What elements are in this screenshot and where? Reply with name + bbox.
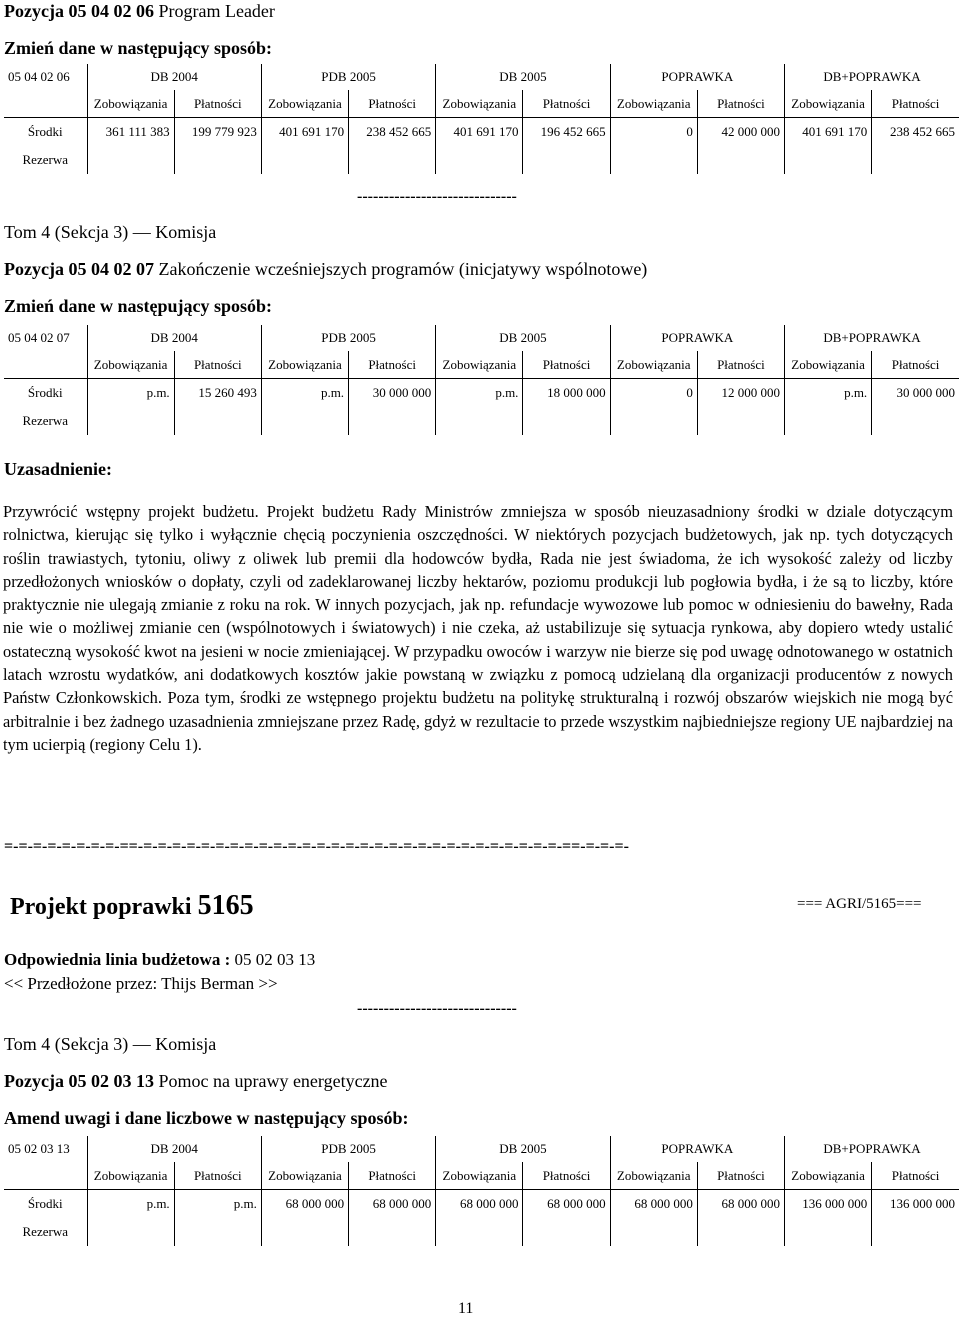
item2-title [4, 259, 647, 280]
table-cell: 68 000 000 [610, 1190, 697, 1219]
row-label-srodki: Środki [27, 124, 63, 139]
item3-change-heading: Amend uwagi i dane liczbowe w następujący sposób: [4, 1108, 409, 1128]
sub-header-commitments: Zobowiązania [261, 90, 348, 118]
table-cell: 30 000 000 [349, 379, 436, 408]
sub-header-commitments: Zobowiązania [785, 90, 872, 118]
table-cell: 361 111 383 [87, 118, 174, 147]
table-cell: 68 000 000 [436, 1190, 523, 1219]
table-cell: 238 452 665 [349, 118, 436, 147]
sub-header-payments: Płatności [174, 90, 261, 118]
row-label-rezerwa: Rezerwa [22, 413, 68, 428]
table-cell: 136 000 000 [872, 1190, 959, 1219]
col-header-db2004: DB 2004 [87, 64, 261, 90]
row-label-srodki: Środki [27, 385, 63, 400]
sub-header-payments: Płatności [872, 351, 959, 379]
sub-header-commitments: Zobowiązania [436, 90, 523, 118]
sub-header-commitments: Zobowiązania [87, 1162, 174, 1190]
table-cell: 18 000 000 [523, 379, 610, 408]
divider: ------------------------------ [357, 1000, 517, 1017]
table-code: 05 04 02 07 [8, 330, 70, 345]
table-cell: 238 452 665 [872, 118, 959, 147]
budget-line-label: Odpowiednia linia budżetowa : [4, 950, 231, 969]
sub-header-commitments: Zobowiązania [610, 351, 697, 379]
table-cell: 401 691 170 [436, 118, 523, 147]
justification-heading: Uzasadnienie: [4, 459, 112, 479]
table-cell: p.m. [785, 379, 872, 408]
amendment-number: 5165 [197, 890, 254, 921]
amendment-title [10, 890, 254, 922]
table-cell: 401 691 170 [261, 118, 348, 147]
sub-header-payments: Płatności [523, 351, 610, 379]
sub-header-commitments: Zobowiązania [610, 1162, 697, 1190]
sub-header-payments: Płatności [523, 1162, 610, 1190]
sub-header-commitments: Zobowiązania [87, 351, 174, 379]
item3-title-number: Pozycja 05 02 03 13 [4, 1071, 154, 1091]
item2-budget-table [4, 325, 959, 435]
sub-header-commitments: Zobowiązania [436, 351, 523, 379]
item1-title [4, 1, 275, 22]
justification-text: Przywrócić wstępny projekt budżetu. Projekt budżetu Rady Ministrów zmniejsza w sposób nieuzasadniony środki w dziale dotyczącym rolnictwa, kierując się tylko i wyłącznie chęcią poczynienia oszczędności. W niektórych pozycjach budżetowych, jak np. tych dotyczących roślin trawiastych, tytoniu, oliwy z oliwek lub premii dla hodowców bydła, Rada nie jest świadoma, że ich wysokość zależy od liczby przedłożonych wniosków o dopłaty, czyli od zadeklarowanej liczby hektarów, poziomu produkcji lub pogłowia bydła, i że są to liczby, które praktycznie nie ulegają zmianie z roku na rok. W innych pozycjach, jak np. refundacje wywozowe lub pomoc w odniesieniu do bawełny, Rada nie wie o możliwej zmianie cen (wspólnotowych i światowych) i nie czeka, aż ustabilizuje się sytuacja rynkowa, aby dopiero wtedy ustalić ostateczną wysokość kwot na jesieni w nocie zmieniającej. W przypadku owoców i warzyw nie bierze się pod uwagę odnotowanego w ostatnich latach wzrostu wydatków, ani dodatkowych kosztów jakie powstaną w związku z pomocą udzielaną dla organizacji producentów z nowych Państw Członkowskich. Poza tym, środki ze wstępnego projektu budżetu na politykę strukturalną i rozwój obszarów wiejskich nie mogą być arbitralnie i bez żadnego uzasadnienia zmniejszane przez Radę, gdyż w rezultacie to przede wszystkim najbiedniejsze regiony UE najbardziej na tym ucierpią (regiony Celu 1). [3, 502, 953, 754]
page-number: 11 [458, 1300, 474, 1317]
table-cell: 68 000 000 [523, 1190, 610, 1219]
sub-header-commitments: Zobowiązania [87, 90, 174, 118]
row-label-rezerwa: Rezerwa [22, 152, 68, 167]
table-cell: 30 000 000 [872, 379, 959, 408]
sub-header-commitments: Zobowiązania [785, 351, 872, 379]
sub-header-payments: Płatności [697, 1162, 784, 1190]
item1-title-number: Pozycja 05 04 02 06 [4, 1, 154, 21]
tom-section: Tom 4 (Sekcja 3) — Komisja [4, 1034, 217, 1054]
sub-header-payments: Płatności [349, 351, 436, 379]
col-header-pdb2005: PDB 2005 [261, 64, 435, 90]
budget-line [4, 950, 315, 970]
table-cell: p.m. [174, 1190, 261, 1219]
item2-change-heading: Zmień dane w następujący sposób: [4, 296, 273, 316]
sub-header-payments: Płatności [523, 90, 610, 118]
sub-header-payments: Płatności [174, 1162, 261, 1190]
sub-header-payments: Płatności [697, 90, 784, 118]
table-cell: 401 691 170 [785, 118, 872, 147]
sub-header-commitments: Zobowiązania [785, 1162, 872, 1190]
table-cell: 68 000 000 [697, 1190, 784, 1219]
sub-header-payments: Płatności [174, 351, 261, 379]
budget-line-value: 05 02 03 13 [234, 950, 316, 969]
sub-header-commitments: Zobowiązania [261, 1162, 348, 1190]
table-cell: p.m. [261, 379, 348, 408]
item1-title-text: Program Leader [158, 1, 275, 21]
col-header-db2004: DB 2004 [87, 1136, 261, 1162]
col-header-poprawka: POPRAWKA [610, 64, 784, 90]
tom-section: Tom 4 (Sekcja 3) — Komisja [4, 222, 217, 242]
col-header-db-poprawka: DB+POPRAWKA [785, 325, 960, 351]
table-cell: 0 [610, 379, 697, 408]
col-header-db-poprawka: DB+POPRAWKA [785, 64, 960, 90]
table-cell: 199 779 923 [174, 118, 261, 147]
table-cell: 42 000 000 [697, 118, 784, 147]
table-cell: 0 [610, 118, 697, 147]
item1-change-heading: Zmień dane w następujący sposób: [4, 38, 273, 58]
col-header-db-poprawka: DB+POPRAWKA [785, 1136, 960, 1162]
col-header-poprawka: POPRAWKA [610, 325, 784, 351]
table-cell: 68 000 000 [261, 1190, 348, 1219]
sub-header-commitments: Zobowiązania [261, 351, 348, 379]
table-cell: 136 000 000 [785, 1190, 872, 1219]
item2-title-text: Zakończenie wcześniejszych programów (inicjatywy wspólnotowe) [158, 259, 648, 279]
table-cell: p.m. [87, 1190, 174, 1219]
table-cell: 12 000 000 [697, 379, 784, 408]
sub-header-payments: Płatności [872, 1162, 959, 1190]
sub-header-payments: Płatności [872, 90, 959, 118]
col-header-db2004: DB 2004 [87, 325, 261, 351]
sub-header-payments: Płatności [697, 351, 784, 379]
col-header-pdb2005: PDB 2005 [261, 1136, 435, 1162]
col-header-pdb2005: PDB 2005 [261, 325, 435, 351]
table-cell: 15 260 493 [174, 379, 261, 408]
col-header-poprawka: POPRAWKA [610, 1136, 784, 1162]
item3-title [4, 1071, 388, 1092]
col-header-db2005: DB 2005 [436, 64, 610, 90]
item1-budget-table [4, 64, 959, 174]
table-code: 05 02 03 13 [8, 1141, 70, 1156]
submitted-by: << Przedłożone przez: Thijs Berman >> [4, 974, 278, 993]
row-label-srodki: Środki [27, 1196, 63, 1211]
col-header-db2005: DB 2005 [436, 325, 610, 351]
col-header-db2005: DB 2005 [436, 1136, 610, 1162]
table-cell: 196 452 665 [523, 118, 610, 147]
item3-title-text: Pomoc na uprawy energetyczne [158, 1071, 388, 1091]
separator-line: =-=-=-=-=-=-=-=-==-=-=-=-=-=-=-=-=-=-=-=-=-=-=-=-=-=-=-=-=-=-=-=-=-=-=-=-=-=-==-=-=-=- [4, 838, 629, 855]
row-label-rezerwa: Rezerwa [22, 1224, 68, 1239]
item2-title-number: Pozycja 05 04 02 07 [4, 259, 154, 279]
table-cell: p.m. [436, 379, 523, 408]
table-cell: 68 000 000 [349, 1190, 436, 1219]
sub-header-payments: Płatności [349, 90, 436, 118]
table-code: 05 04 02 06 [8, 69, 70, 84]
table-cell: p.m. [87, 379, 174, 408]
sub-header-commitments: Zobowiązania [610, 90, 697, 118]
divider: ------------------------------ [357, 188, 517, 205]
sub-header-commitments: Zobowiązania [436, 1162, 523, 1190]
amendment-label: Projekt poprawki [10, 894, 192, 920]
item3-budget-table [4, 1136, 959, 1246]
sub-header-payments: Płatności [349, 1162, 436, 1190]
amendment-ref: === AGRI/5165=== [797, 896, 922, 912]
